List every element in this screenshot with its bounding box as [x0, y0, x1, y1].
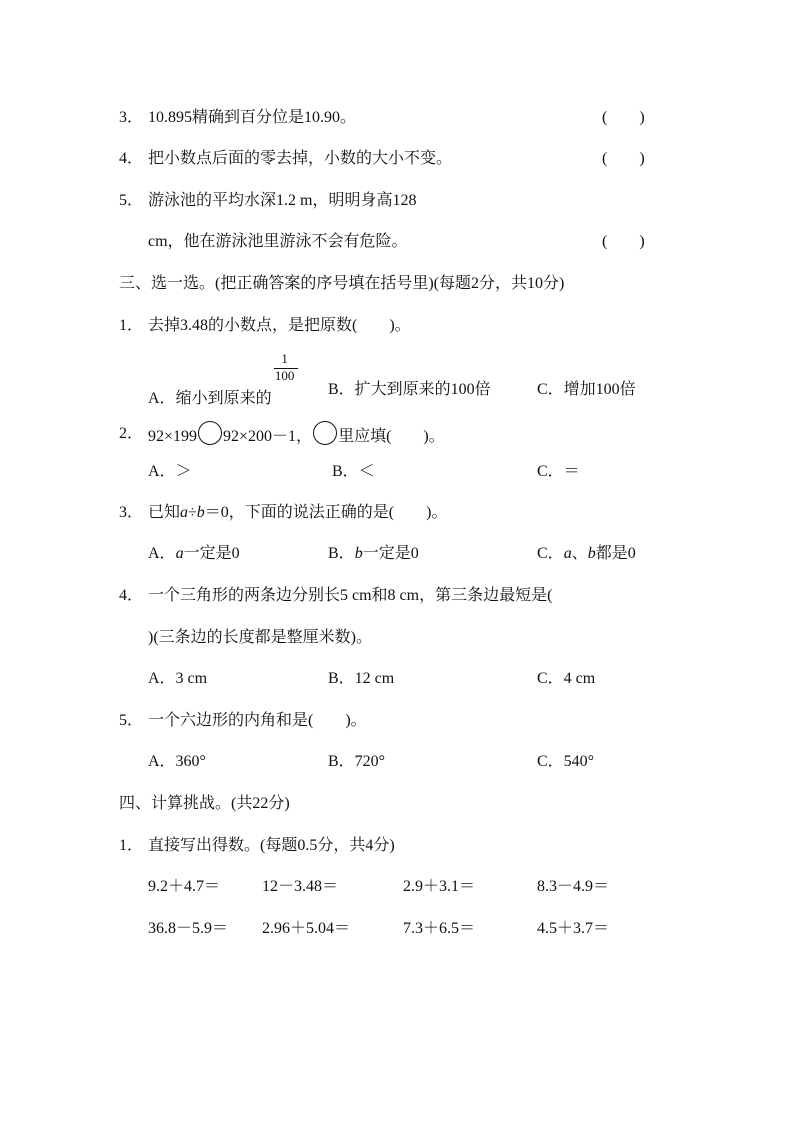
item-text: 去掉3.48的小数点，是把原数( )。 — [148, 317, 411, 334]
answer-blank[interactable]: ( ) — [602, 109, 645, 126]
item-number: 1． — [119, 317, 144, 334]
option-c[interactable]: C．增加100倍 — [537, 381, 636, 398]
option-text: 缩小到原来的 — [175, 390, 272, 407]
option-b[interactable]: B．扩大到原来的100倍 — [328, 381, 491, 398]
choice-item-1-options — [0, 351, 794, 407]
answer-blank[interactable]: ( ) — [602, 233, 645, 250]
item-number: 5． — [119, 192, 144, 209]
calc-expression[interactable]: 8.3－4.9＝ — [537, 878, 610, 895]
item-text: 一个六边形的内角和是( )。 — [148, 712, 367, 729]
option-c[interactable]: C．＝ — [537, 463, 580, 480]
item-number: 3． — [119, 109, 144, 126]
choice-item-2 — [0, 421, 794, 447]
item-number: 5． — [119, 712, 144, 729]
choice-item-4-cont — [0, 625, 794, 651]
option-a[interactable]: A．＞ — [148, 463, 192, 480]
item-text: 已知a÷b＝0，下面的说法正确的是( )。 — [148, 504, 448, 521]
option-b[interactable]: B．＜ — [332, 463, 375, 480]
item-number: 4． — [119, 150, 144, 167]
item-number: 2． — [119, 425, 144, 442]
option-a[interactable]: A．360° — [148, 753, 206, 770]
fraction-numerator: 1 — [281, 351, 288, 366]
item-text: 92×199 92×200－1， 里应填( )。 — [148, 421, 445, 450]
item-number: 4． — [119, 587, 144, 604]
item-text: 一个三角形的两条边分别长5 cm和8 cm，第三条边最短是( — [148, 587, 553, 604]
option-b[interactable]: B．720° — [328, 753, 386, 770]
choice-item-5-options — [0, 749, 794, 775]
comparison-circle — [313, 421, 337, 445]
item-number: 3． — [119, 504, 144, 521]
option-c[interactable]: C．4 cm — [537, 670, 596, 687]
option-b[interactable]: B．12 cm — [328, 670, 395, 687]
calc-expression[interactable]: 2.9＋3.1＝ — [403, 878, 476, 895]
calc-expression[interactable]: 12－3.48＝ — [262, 878, 339, 895]
judge-item-5 — [0, 188, 794, 214]
choice-item-4 — [0, 583, 794, 609]
calc-expression[interactable]: 7.3＋6.5＝ — [403, 920, 476, 937]
fraction — [272, 351, 298, 403]
calc-expression[interactable]: 9.2＋4.7＝ — [148, 878, 221, 895]
choice-item-4-options — [0, 666, 794, 692]
choice-item-1 — [0, 313, 794, 339]
section-heading-choice — [0, 271, 794, 297]
calc-item-1 — [0, 833, 794, 859]
option-label: A． — [148, 390, 176, 407]
option-a[interactable]: A．a一定是0 — [148, 545, 240, 562]
item-text: cm，他在游泳池里游泳不会有危险。 — [148, 233, 408, 250]
item-number: 1． — [119, 837, 144, 854]
calc-expression[interactable]: 36.8－5.9＝ — [148, 920, 229, 937]
option-b[interactable]: B．b一定是0 — [328, 545, 419, 562]
judge-item-4 — [0, 146, 794, 172]
calc-expression[interactable]: 4.5＋3.7＝ — [537, 920, 610, 937]
section-title: 四、计算挑战。(共22分) — [119, 795, 290, 812]
judge-item-3 — [0, 105, 794, 131]
item-text: 游泳池的平均水深1.2 m，明明身高128 — [148, 192, 417, 209]
choice-item-3-options — [0, 541, 794, 567]
section-heading-calc — [0, 791, 794, 817]
item-text: )(三条边的长度都是整厘米数)。 — [148, 629, 372, 646]
choice-item-5 — [0, 708, 794, 734]
judge-item-5-cont — [0, 229, 794, 255]
choice-item-2-options — [0, 459, 794, 485]
answer-blank[interactable]: ( ) — [602, 150, 645, 167]
item-text: 10.895精确到百分位是10.90。 — [148, 109, 357, 126]
item-text: 直接写出得数。(每题0.5分，共4分) — [148, 837, 395, 854]
calc-row-1 — [0, 874, 794, 900]
section-title: 三、选一选。(把正确答案的序号填在括号里)(每题2分，共10分) — [119, 275, 565, 292]
choice-item-3 — [0, 500, 794, 526]
fraction-denominator: 100 — [274, 368, 295, 383]
calc-row-2 — [0, 916, 794, 942]
option-a[interactable]: A．3 cm — [148, 670, 208, 687]
comparison-circle[interactable] — [198, 421, 222, 445]
item-text: 把小数点后面的零去掉，小数的大小不变。 — [148, 150, 453, 167]
option-a[interactable] — [148, 351, 298, 412]
calc-expression[interactable]: 2.96＋5.04＝ — [262, 920, 351, 937]
option-c[interactable]: C．a、b都是0 — [537, 545, 636, 562]
option-c[interactable]: C．540° — [537, 753, 595, 770]
